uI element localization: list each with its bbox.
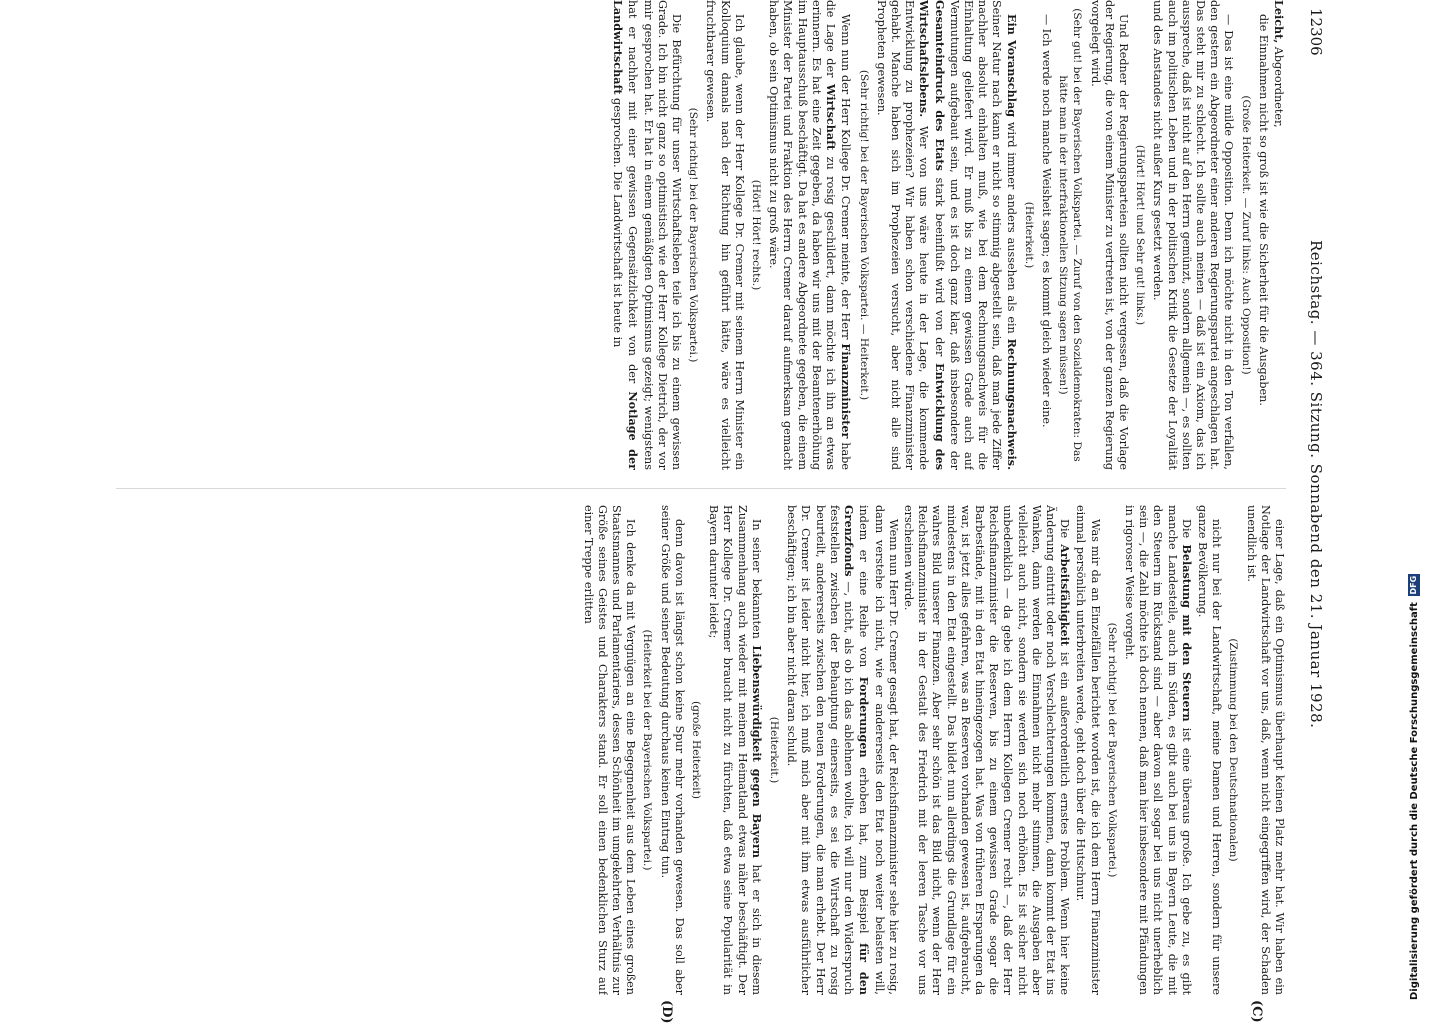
paragraph: Die Befürchtung für unser Wirtschaftsleben teile ich bis zu einem gewissen Grade. Ich bin nicht ganz so optimistisch wie der Herr Kollege Dietrich, der vor mir gesprochen hat. Er hat in einem gemäßigten Optimismus gezeigt; wenigstens hat er nachher mit einer gewissen Gegensätzlichkeit von der Notlage der Landwirtschaft gesprochen. Die Landwirtschaft ist heute in [611,0,684,470]
paragraph: Was mir da an Einzelfällen berichtet worden ist, die ich dem Herrn Finanzminister einmal persönlich unterbreiten werde, geht doch über die Hutschnur. [1074,505,1102,995]
interjection-note: (Große Heiterkeit. — Zuruf links: Auch Opposition!) [1239,95,1252,375]
paragraph: Wenn nun Herr Dr. Cremer gesagt hat, der Reichsfinanzminister sehe hier zu rosig, dann verstehe ich nicht, wie er andererseits den Etat noch weiter belasten will, indem er eine Reihe von Forderungen erhoben hat, zum Beispiel für den Grenzfonds —, nicht, als ob ich das ablehnen wollte, ich will nur den Widerspruch feststellen zwischen der Behauptung einerseits, es sei die Wirtschaft zu rosig beurteilt, andererseits zwischen den neuen Forderungen, die man erhebt. Der Herr Dr. Cremer ist leider nicht hier, ich muß mich aber mit ihm etwas ausführlicher beschäftigen; ich bin aber nicht daran schuld. [785,505,900,995]
margin-letter-d: (D) [659,1000,674,1024]
running-title: Reichstag. — 364. Sitzung. Sonnabend den 21. Januar 1928. [1307,240,1325,729]
left-column [111,0,1286,470]
interjection-note: (Heiterkeit.) [1022,201,1035,269]
paragraph: einer Lage, daß ein Optimismus überhaupt keinen Platz mehr hat. Wir haben ein Notlage der Landwirtschaft vor uns, daß, wenn nicht eingegriffen wird, der Schaden unendlich ist. [1244,505,1286,995]
dfg-logo: DFG [1409,575,1418,595]
paragraph: nicht nur bei der Landwirtschaft, meine Damen und Herren, sondern für unsere ganze Bevölkerung. [1195,505,1224,995]
paragraph: — Ich werde noch manche Weisheit sagen; es kommt gleich wieder eine. [1039,14,1053,428]
interjection-note: (Hört! Hört! und Sehr gut! links.) [1134,144,1147,326]
interjection-note: (Sehr gut! bei der Bayerischen Volkspartei. — Zuruf von den Sozialdemokraten: Das hätte man in der interfraktionellen Sitzung sagen müssen!) [1057,8,1084,462]
paragraph: — Das ist eine milde Opposition. Denn ich möchte nicht in den Ton verfallen, den gestern ein Abgeordneter einer anderen Regierungspartei angeschlagen hat. Das steht mir zu schlecht. Ich sollte auch meinen — daß ist ein Axiom, das ich ausspreche, daß ist nicht auf den Herrn gemünzt, sondern allgemein —, es sollten auch im politischen Leben und in der politischen Kritik die Gesetze der Loyalität und des Anstandes nicht außer Kurs gesetzt werden. [1151,0,1236,470]
interjection-note: (Sehr richtig! bei der Bayerischen Volkspartei.) [687,107,700,363]
interjection-note: (Heiterkeit bei der Bayerischen Volkspartei.) [641,629,654,871]
paragraph: Ich denke da mit Vergnügen an eine Begegnenheit aus dem Leben eines großen Staatsmannes und Parlamentariers, dessen Schönheit im umgekehrten Verhältnis zur Größe seines Geistes und Charakters stand. Er soll einen bedenklichen Sturz auf einer Treppe erlitten [581,505,638,995]
interjection-note: (Hört! Hört! rechts.) [750,179,763,291]
right-column [111,505,1286,995]
paragraph: Ein Voranschlag wird immer anders aussehen als ein Rechnungsnachweis. Seiner Natur nach kann er nicht so stimmig abgestellt sein, daß man jede Ziffer nachher absolut einhalten muß, wie bei dem Rechnungsnachweis für die Einhaltung geliefert wird. Er muß bis zu einem gewissen Grade auch auf Vermutungen aufgebaut sein, und es ist doch ganz klar, daß insbesondere der Gesamteindruck des Etats stark beeinflußt wird von der Entwicklung des Wirtschaftslebens. Wer von uns wäre heute in der Lage, die kommende Entwicklung zu prophezeien? Wir haben schon verschiedene Finanzminister gehabt. Manche haben sich im Prophezeien versucht, aber nicht alle sind Propheten gewesen. [874,0,1019,470]
speaker-name: Leicht, Abgeordneter, [1272,0,1286,128]
digitization-credit [1408,574,1420,1000]
interjection-note: (große Heiterkeit) [690,700,703,800]
margin-letter-c: (C) [1249,1000,1264,1023]
paragraph: Die Belastung mit den Steuern ist eine überaus große. Ich gebe zu, es gibt manche Landesteile, auch im Süden, es gibt auch bei uns in Bayern Leute, die mit den Steuern im Rückstand sind — aber davon soll sogar bei uns nicht unerheblich sein —, die Zahl möchte ich doch nennen, daß man hier insbesondere mit Pfändungen in rigoroser Weise vorgeht. [1122,505,1194,995]
column-divider [116,488,1286,489]
interjection-note: (Zustimmung bei den Deutschnationalen) [1227,638,1240,862]
page-number: 12306 [1307,8,1325,56]
paragraph: denn davon ist längst schon keine Spur mehr vorhanden gewesen. Das soll aber seiner Größe und seiner Bedeutung durchaus keinen Eintrag tun. [658,505,686,995]
paragraph: Die Arbeitsfähigkeit ist ein außerordentlich ernstes Problem. Wenn hier keine Änderung eintritt oder noch Verschlechterungen kommen, dann kommt der Etat ins Wanken, dann werden die Einnahmen nicht mehr stimmen, die Ausgaben aber vielleicht auch nicht, sondern sie werden sich noch erhöhen. Es ist sicher nicht unbedenklich — da gebe ich dem Herrn Kollegen Cremer recht —, daß der Herr Reichsfinanzminister die Reserven, bis zu einem gewissen Grade sogar die Barbestände, mit in den Etat hineingezogen hat. Was von früheren Ersparungen da war, ist jetzt alles gefahren, was an Reserven vorhanden gewesen ist, aufgebraucht, mindestens in den Etat eingestellt. Das bildet nun allerdings die Grundlage für ein wahres Bild unserer Finanzen. Aber sehr schön ist das Bild nicht, wenn der Herr Reichsfinanzminister in der Gestalt des Friedrich mit der leeren Tasche vor uns erscheinen würde. [901,505,1073,995]
paragraph: Und Redner der Regierungsparteien sollten nicht vergessen, daß die Vorlage der Regierung, die von einem Minister zu vertreten ist, von der ganzen Regierung vorgelegt wird. [1088,0,1130,470]
paragraph: Wenn nun der Herr Kollege Dr. Cremer meinte, der Herr Finanzminister habe die Lage der Wirtschaft zu rosig geschildert, dann möchte ich ihn an etwas erinnern. Es hat eine Zeit gegeben, da haben wir uns mit der Beamtenerhöhung im Hauptausschuß beschäftigt. Da hat es andere Abgeordnete gegeben, die einem Minister der Partei und Fraktion des Herrn Cremer darauf aufmerksam gemacht haben, ob sein Optimismus nicht zu groß wäre. [767,0,854,470]
paragraph: die Einnahmen nicht so groß ist wie die Sicherheit für die Ausgaben. [1256,14,1270,406]
document-page [104,0,1334,1024]
paragraph: In seiner bekannten Liebenswürdigkeit gegen Bayern hat er sich in diesem Zusammenhang auch wieder mit meinem Heimatland etwas näher beschäftigt. Der Herr Kollege Dr. Cremer braucht nicht zu fürchten, daß etwa seine Popularität in Bayern darunter leidet; [707,505,764,995]
interjection-note: (Sehr richtig! bei der Bayerischen Volkspartei.) [1105,622,1118,878]
page-header [1298,0,1334,1000]
interjection-note: (Heiterkeit.) [768,716,781,784]
interjection-note: (Sehr richtig! bei der Bayerischen Volkspartei. — Heiterkeit.) [857,69,870,401]
credit-text: Digitalisierung gefördert durch die Deutsche Forschungsgemeinschaft [1408,602,1420,1000]
paragraph: Ich glaube, wenn der Herr Kollege Dr. Cremer mit seinem Herrn Minister ein Kolloquium damals nach der Richtung hin geführt hätte, wäre es vielleicht fruchtbarer gewesen. [704,0,746,470]
